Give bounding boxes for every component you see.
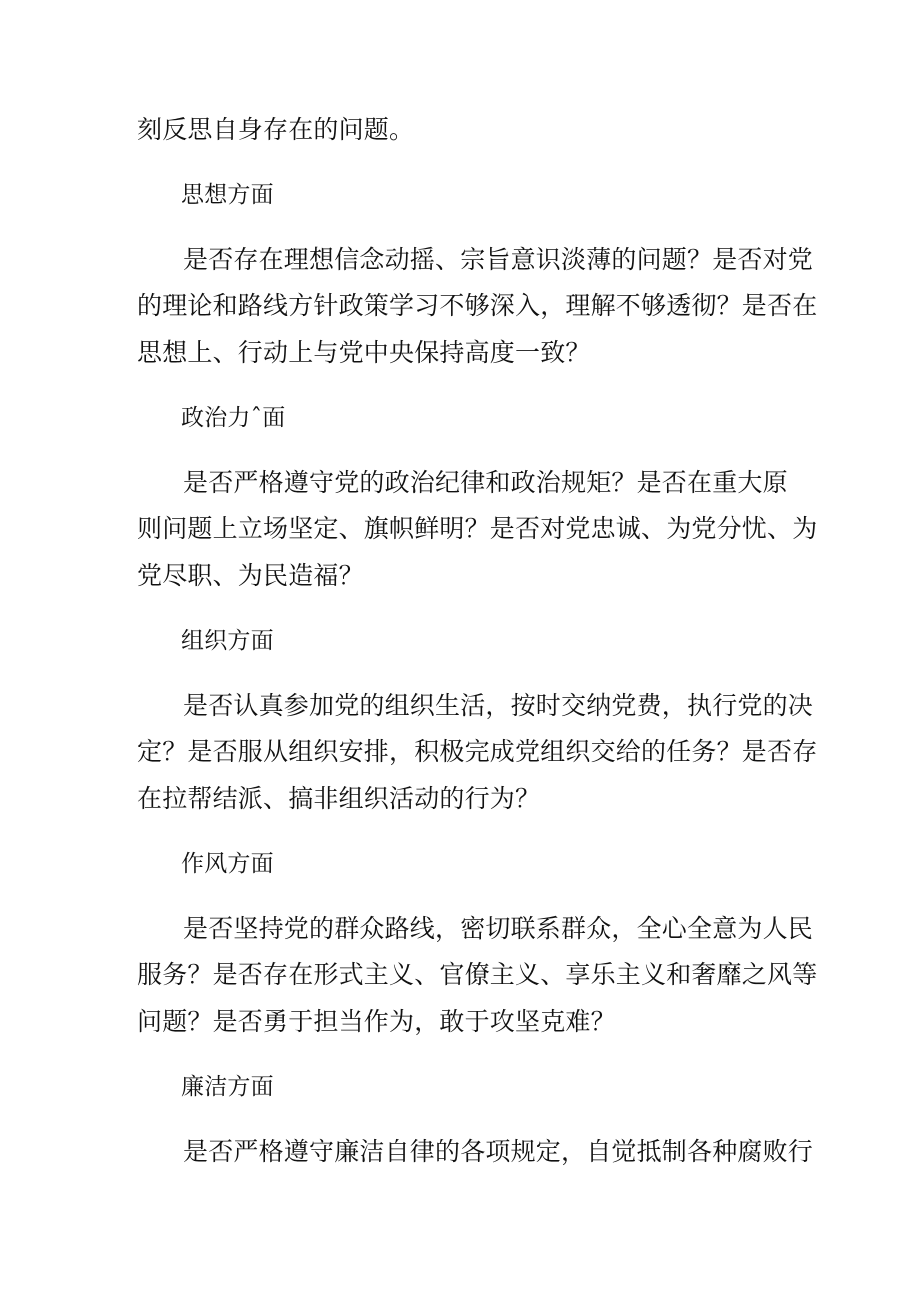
section-heading-thought: 思想方面 [181, 182, 274, 208]
paragraph-line: 在拉帮结派、搞非组织活动的行为？ [137, 784, 541, 813]
section-heading-workstyle: 作风方面 [181, 851, 274, 877]
section-heading-politics: 政治力ˆ面 [181, 405, 286, 431]
section-heading-integrity: 廉洁方面 [181, 1074, 274, 1100]
paragraph-line: 刻反思自身存在的问题。 [137, 115, 415, 144]
paragraph-line: 是否存在理想信念动摇、宗旨意识淡薄的问题？是否对党 [183, 245, 814, 274]
paragraph-line: 是否严格遵守党的政治纪律和政治规矩？是否在重大原 [183, 468, 788, 497]
paragraph-line: 是否认真参加党的组织生活，按时交纳党费，执行党的决 [183, 691, 814, 720]
paragraph-line: 党尽职、为民造福？ [137, 561, 364, 590]
paragraph-line: 问题？是否勇于担当作为，敢于攻坚克难？ [137, 1007, 616, 1036]
paragraph-line: 服务？是否存在形式主义、官僚主义、享乐主义和奢靡之风等 [137, 960, 818, 989]
paragraph-line: 思想上、行动上与党中央保持高度一致？ [137, 338, 591, 367]
paragraph-line: 是否坚持党的群众路线，密切联系群众，全心全意为人民 [183, 914, 814, 943]
paragraph-line: 是否严格遵守廉洁自律的各项规定，自觉抵制各种腐败行 [183, 1137, 814, 1166]
paragraph-line: 的理论和路线方针政策学习不够深入，理解不够透彻？是否在 [137, 291, 818, 320]
paragraph-line: 则问题上立场坚定、旗帜鲜明？是否对党忠诚、为党分忧、为 [137, 514, 818, 543]
section-heading-organization: 组织方面 [181, 628, 274, 654]
paragraph-line: 定？是否服从组织安排，积极完成党组织交给的任务？是否存 [137, 737, 818, 766]
